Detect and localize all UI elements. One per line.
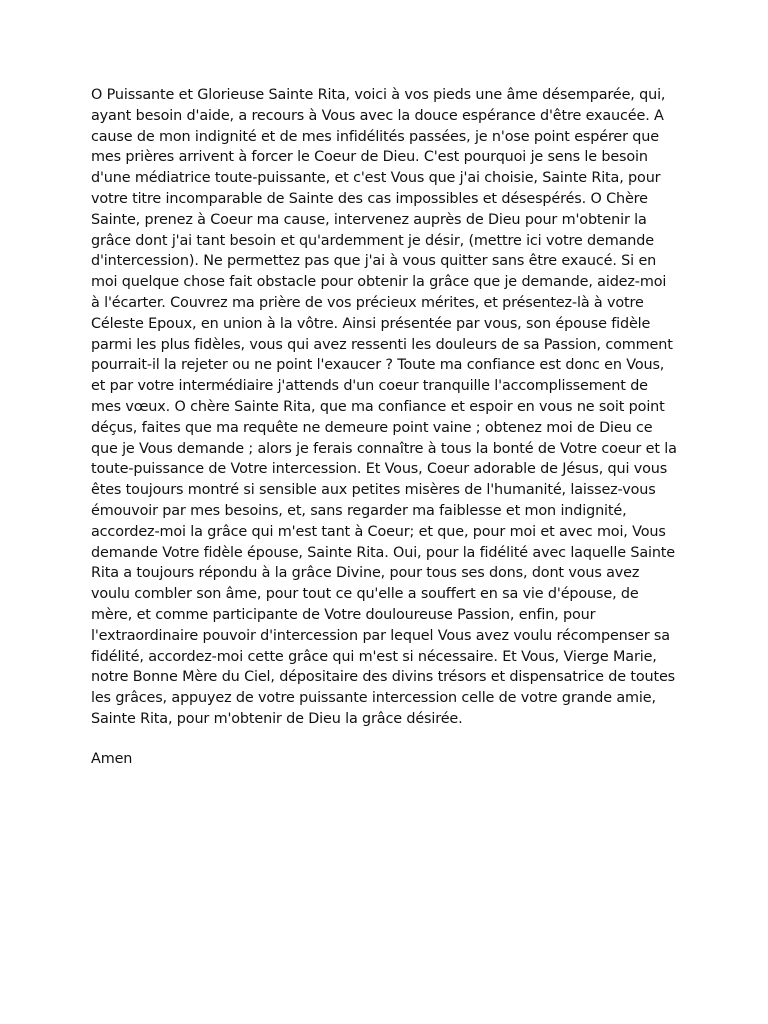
prayer-closing: Amen [91,750,133,767]
prayer-paragraph: O Puissante et Glorieuse Sainte Rita, voici à vos pieds une âme désemparée, qui, ayant besoin d'aide, a recours à Vous avec la douce espérance d'être exaucée. A cause de mon indignité et de mes infidélités passées, je n'ose point espérer que mes prières arrivent à forcer le Coeur de Dieu. C'est pourquoi je sens le besoin d'une médiatrice toute-puissante, et c'est Vous que j'ai choisie, Sainte Rita, pour votre titre incomparable de Sainte des cas impossibles et désespérés. O Chère Sainte, prenez à Coeur ma cause, intervenez auprès de Dieu pour m'obtenir la grâce dont j'ai tant besoin et qu'ardemment je désir, (mettre ici votre demande d'intercession). Ne permettez pas que j'ai à vous quitter sans être exaucé. Si en moi quelque chose fait obstacle pour obtenir la grâce que je demande, aidez-moi à l'écarter. Couvrez ma prière de vos précieux mérites, et présentez-là à votre Céleste Epoux, en union à la vôtre. Ainsi présentée par vous, son épouse fidèle parmi les plus fidèles, vous qui avez ressenti les douleurs de sa Passion, comment pourrait-il la rejeter ou ne point l'exaucer ? Toute ma confiance est donc en Vous, et par votre intermédiaire j'attends d'un coeur tranquille l'accomplissement de mes vœux. O chère Sainte Rita, que ma confiance et espoir en vous ne soit point déçus, faites que ma requête ne demeure point vaine ; obtenez moi de Dieu ce que je Vous demande ; alors je ferais connaître à tous la bonté de Votre coeur et la toute-puissance de Votre intercession. Et Vous, Coeur adorable de Jésus, qui vous êtes toujours montré si sensible aux petites misères de l'humanité, laissez-vous émouvoir par mes besoins, et, sans regarder ma faiblesse et mon indignité, accordez-moi la grâce qui m'est tant à Coeur; et que, pour moi et avec moi, Vous demande Votre fidèle épouse, Sainte Rita. Oui, pour la fidélité avec laquelle Sainte Rita a toujours répondu à la grâce Divine, pour tous ses dons, dont vous avez voulu combler son âme, pour tout ce qu'elle a souffert en sa vie d'épouse, de mère, et comme participante de Votre douloureuse Passion, enfin, pour l'extraordinaire pouvoir d'intercession par lequel Vous avez voulu récompenser sa fidélité, accordez-moi cette grâce qui m'est si nécessaire. Et Vous, Vierge Marie, notre Bonne Mère du Ciel, dépositaire des divins trésors et dispensatrice de toutes les grâces, appuyez de votre puissante intercession celle de votre grande amie, Sainte Rita, pour m'obtenir de Dieu la grâce désirée. [91,87,677,727]
document-content [91,85,677,770]
